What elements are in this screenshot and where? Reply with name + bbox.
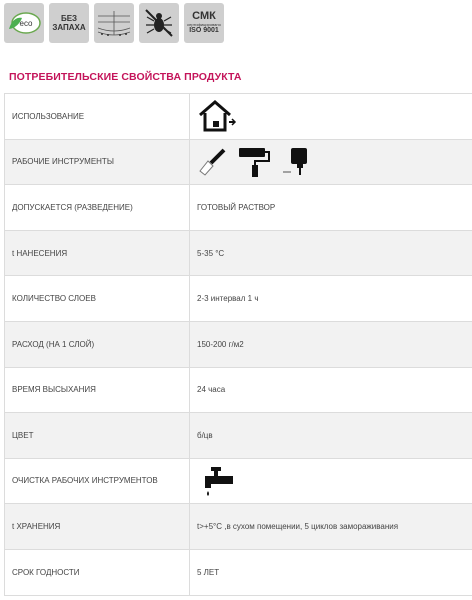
no-smell-line2: ЗАПАХА <box>52 23 86 32</box>
table-row <box>5 276 472 322</box>
row-label: ИСПОЛЬЗОВАНИЕ <box>5 94 190 140</box>
table-row <box>5 367 472 413</box>
row-value: 150-200 г/м2 <box>190 321 472 367</box>
row-value: t>+5°С ,в сухом помещении, 5 циклов замораживания <box>190 504 472 550</box>
row-value: б/цв <box>190 413 472 459</box>
paint-brush-icon <box>281 146 311 178</box>
tools-icons <box>197 146 465 178</box>
row-label: РАБОЧИЕ ИНСТРУМЕНТЫ <box>5 139 190 185</box>
table-row <box>5 139 472 185</box>
row-label: ДОПУСКАЕТСЯ (РАЗВЕДЕНИЕ) <box>5 185 190 231</box>
iso-label: ISO 9001 <box>189 27 219 34</box>
row-label: t НАНЕСЕНИЯ <box>5 230 190 276</box>
table-row <box>5 458 472 504</box>
row-value: 5-35 °С <box>190 230 472 276</box>
smk-sub-label: сертифицировано <box>187 22 221 27</box>
spatula-icon <box>197 147 227 177</box>
row-value: ГОТОВЫЙ РАСТВОР <box>190 185 472 231</box>
eco-leaf-icon <box>6 9 42 37</box>
table-row <box>5 413 472 459</box>
no-insect-icon <box>142 6 176 40</box>
paint-roller-icon <box>237 146 271 178</box>
row-label: ВРЕМЯ ВЫСЫХАНИЯ <box>5 367 190 413</box>
no-smell-line1: БЕЗ <box>60 14 78 23</box>
eco-label: eco <box>19 19 33 28</box>
smk-iso-badge <box>184 3 224 43</box>
row-label: КОЛИЧЕСТВО СЛОЕВ <box>5 276 190 322</box>
no-smell-badge <box>49 3 89 43</box>
properties-table <box>4 93 472 596</box>
row-value: 2-3 интервал 1 ч <box>190 276 472 322</box>
row-value <box>190 458 472 504</box>
product-badges <box>4 3 224 47</box>
section-title: ПОТРЕБИТЕЛЬСКИЕ СВОЙСТВА ПРОДУКТА <box>9 71 242 83</box>
surface-lines-badge <box>94 3 134 43</box>
table-row <box>5 321 472 367</box>
row-label: СРОК ГОДНОСТИ <box>5 549 190 595</box>
row-value <box>190 94 472 140</box>
wave-lines-icon <box>96 8 132 38</box>
row-label: РАСХОД (НА 1 СЛОЙ) <box>5 321 190 367</box>
table-row <box>5 230 472 276</box>
row-label: t ХРАНЕНИЯ <box>5 504 190 550</box>
row-label: ОЧИСТКА РАБОЧИХ ИНСТРУМЕНТОВ <box>5 458 190 504</box>
table-row <box>5 94 472 140</box>
row-value: 5 ЛЕТ <box>190 549 472 595</box>
table-row <box>5 185 472 231</box>
table-row <box>5 549 472 595</box>
house-inside-icon <box>197 99 237 133</box>
smk-label: СМК <box>192 10 216 22</box>
row-label: ЦВЕТ <box>5 413 190 459</box>
table-row <box>5 504 472 550</box>
row-value: 24 часа <box>190 367 472 413</box>
water-tap-icon <box>197 464 237 498</box>
anti-insect-badge <box>139 3 179 43</box>
row-value <box>190 139 472 185</box>
eco-badge <box>4 3 44 43</box>
